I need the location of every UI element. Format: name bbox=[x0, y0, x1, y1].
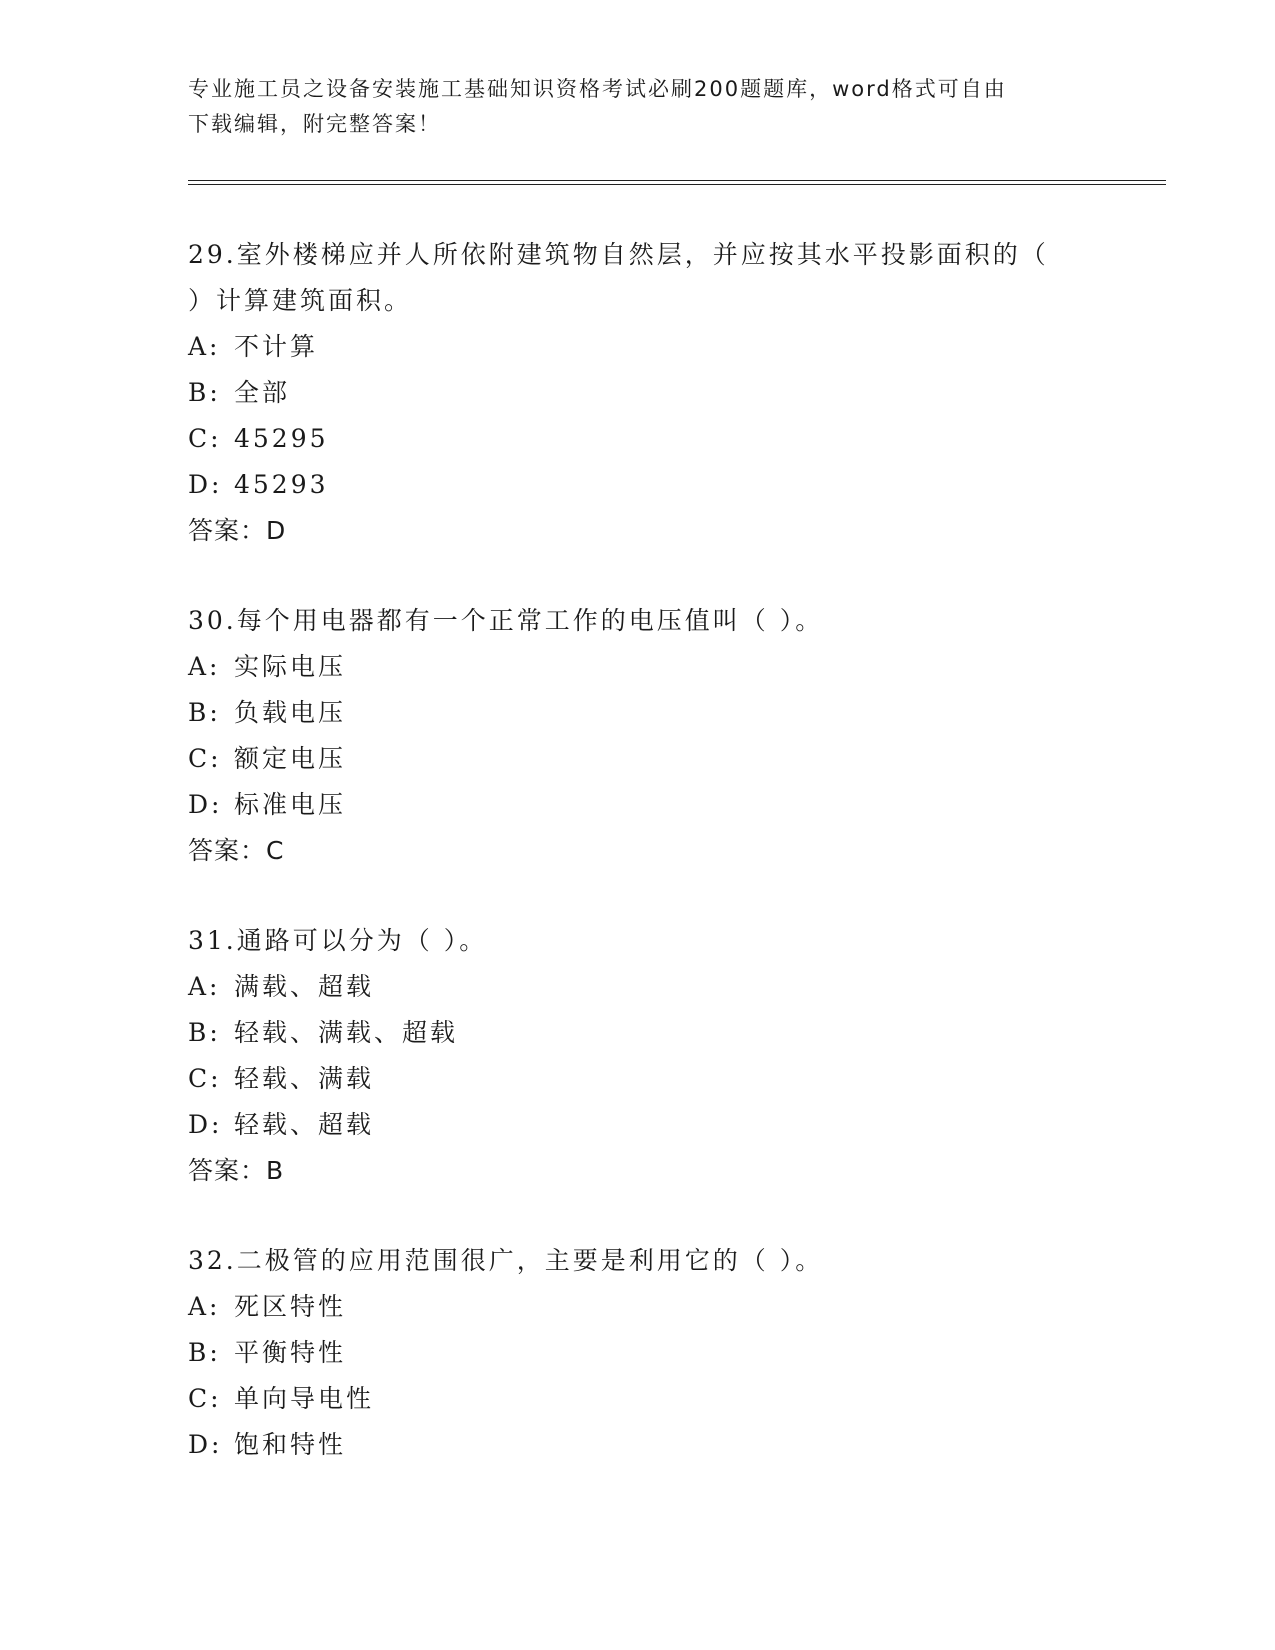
header-divider-second bbox=[188, 184, 1166, 185]
option-d bbox=[188, 462, 1088, 508]
option-text: 轻载、超载 bbox=[234, 1110, 375, 1139]
option-letter: D: bbox=[188, 1430, 223, 1459]
option-letter: C: bbox=[188, 424, 222, 453]
question-32 bbox=[188, 1238, 1088, 1468]
document-header bbox=[188, 72, 1068, 142]
option-text: 轻载、满载、超载 bbox=[234, 1018, 459, 1047]
option-text: 死区特性 bbox=[234, 1292, 347, 1321]
option-b bbox=[188, 690, 1088, 736]
option-a bbox=[188, 1284, 1088, 1330]
option-letter: C: bbox=[188, 1384, 222, 1413]
option-letter: C: bbox=[188, 744, 222, 773]
answer-line: 答案：D bbox=[188, 516, 287, 545]
option-c bbox=[188, 736, 1088, 782]
option-text: 饱和特性 bbox=[234, 1430, 347, 1459]
option-d bbox=[188, 1422, 1088, 1468]
option-d bbox=[188, 782, 1088, 828]
option-letter: C: bbox=[188, 1064, 222, 1093]
option-b bbox=[188, 1010, 1088, 1056]
question-stem: 32.二极管的应用范围很广，主要是利用它的（ ）。 bbox=[188, 1246, 824, 1275]
question-29 bbox=[188, 232, 1088, 554]
option-text: 不计算 bbox=[234, 332, 319, 361]
option-text: 单向导电性 bbox=[234, 1384, 375, 1413]
option-letter: B: bbox=[188, 1018, 221, 1047]
question-stem: 29.室外楼梯应并人所依附建筑物自然层，并应按其水平投影面积的（ bbox=[188, 240, 1049, 269]
option-letter: A: bbox=[188, 1292, 221, 1321]
option-letter: A: bbox=[188, 972, 221, 1001]
option-letter: D: bbox=[188, 470, 223, 499]
option-letter: B: bbox=[188, 698, 221, 727]
option-letter: D: bbox=[188, 790, 223, 819]
option-text: 实际电压 bbox=[234, 652, 347, 681]
option-text: 标准电压 bbox=[234, 790, 347, 819]
option-letter: B: bbox=[188, 1338, 221, 1367]
question-stem-continued: ）计算建筑面积。 bbox=[188, 286, 413, 315]
option-text: 满载、超载 bbox=[234, 972, 375, 1001]
answer-line: 答案：C bbox=[188, 836, 285, 865]
option-letter: D: bbox=[188, 1110, 223, 1139]
option-c bbox=[188, 1376, 1088, 1422]
header-line-2: 下载编辑，附完整答案！ bbox=[188, 112, 441, 136]
question-stem: 31.通路可以分为（ ）。 bbox=[188, 926, 488, 955]
option-d bbox=[188, 1102, 1088, 1148]
option-text: 全部 bbox=[234, 378, 291, 407]
option-c bbox=[188, 416, 1088, 462]
option-text: 负载电压 bbox=[234, 698, 347, 727]
option-a bbox=[188, 644, 1088, 690]
option-a bbox=[188, 964, 1088, 1010]
question-30 bbox=[188, 598, 1088, 874]
question-stem: 30.每个用电器都有一个正常工作的电压值叫（ ）。 bbox=[188, 606, 824, 635]
answer-line: 答案：B bbox=[188, 1156, 285, 1185]
option-letter: B: bbox=[188, 378, 221, 407]
option-text: 轻载、满载 bbox=[234, 1064, 375, 1093]
question-31 bbox=[188, 918, 1088, 1194]
option-a bbox=[188, 324, 1088, 370]
option-b bbox=[188, 1330, 1088, 1376]
header-line-1: 专业施工员之设备安装施工基础知识资格考试必刷200题题库，word格式可自由 bbox=[188, 77, 1007, 101]
option-b bbox=[188, 370, 1088, 416]
option-text: 平衡特性 bbox=[234, 1338, 347, 1367]
option-text: 45293 bbox=[234, 470, 329, 499]
option-letter: A: bbox=[188, 332, 221, 361]
header-divider bbox=[188, 180, 1166, 181]
option-text: 45295 bbox=[234, 424, 329, 453]
option-c bbox=[188, 1056, 1088, 1102]
option-letter: A: bbox=[188, 652, 221, 681]
option-text: 额定电压 bbox=[234, 744, 347, 773]
